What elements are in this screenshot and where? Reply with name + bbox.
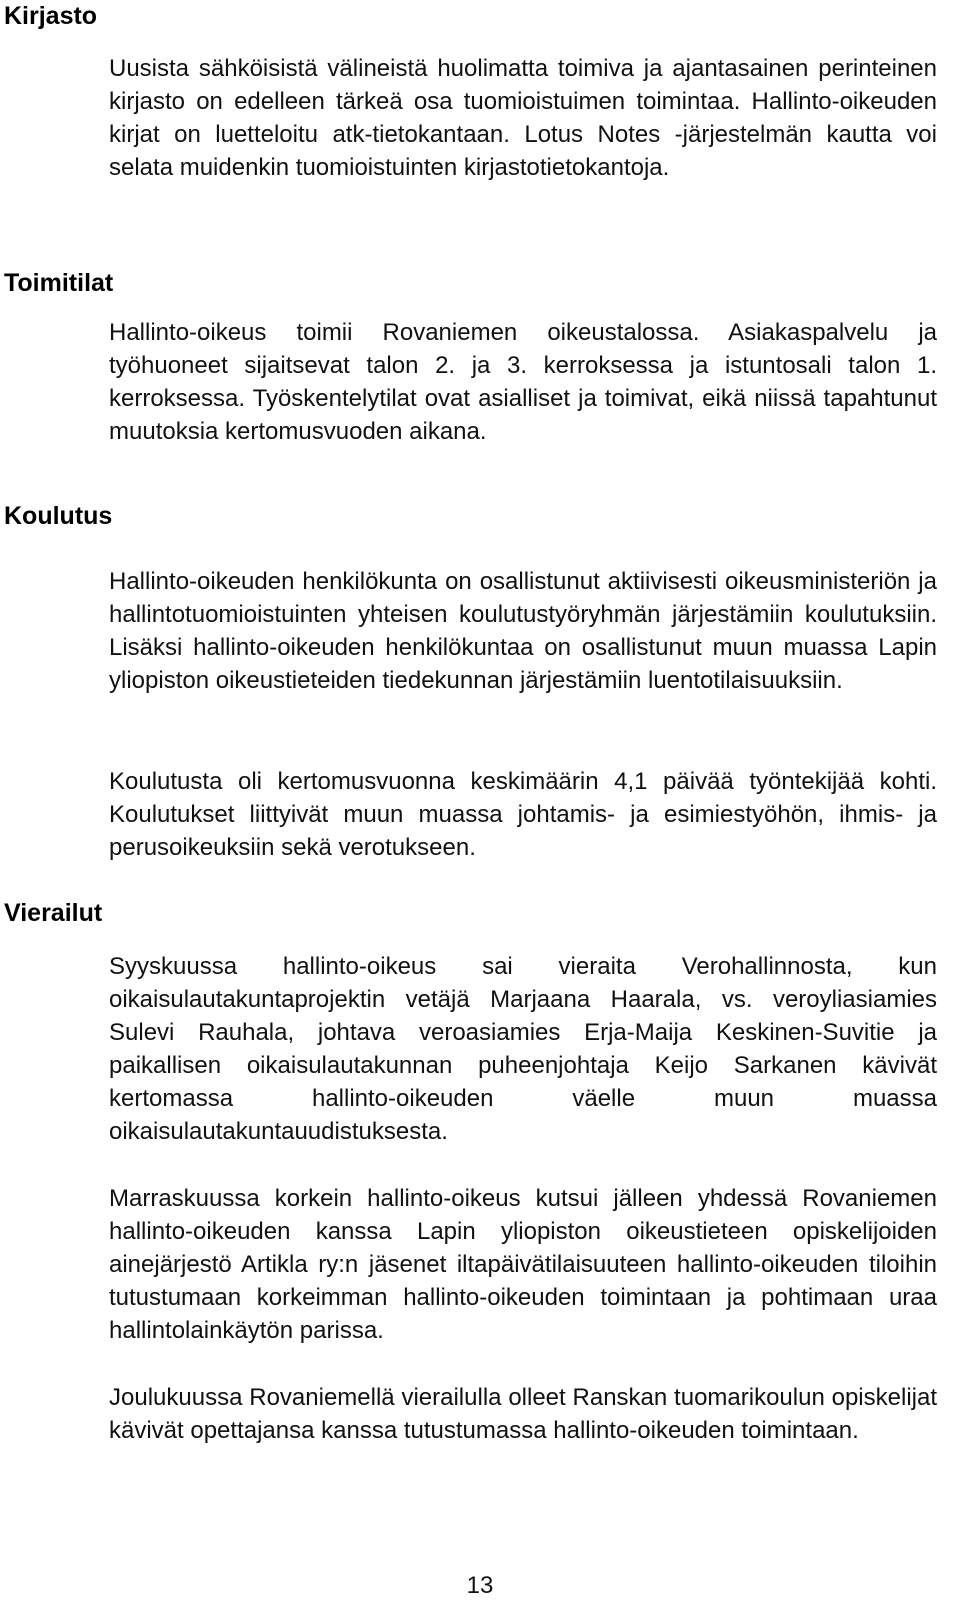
paragraph-koulutus-2: Koulutusta oli kertomusvuonna keskimäärin 4,1 päivää työntekijää kohti. Koulutukset liittyivät muun muassa johtamis- ja esimiestyöhön, ihmis- ja perusoikeuksiin sekä verotukseen. <box>109 768 937 861</box>
paragraph-koulutus-1: Hallinto-oikeuden henkilökunta on osallistunut aktiivisesti oikeusministeriön ja hallintotuomioistuinten yhteisen koulutustyöryhmän järjestämiin koulutuksiin. Lisäksi hallinto-oikeuden henkilökuntaa on osallistunut muun muassa Lapin yliopiston oikeustieteiden tiedekunnan järjestämiin luentotilaisuuksiin. <box>109 568 937 694</box>
paragraph-vierailut-3: Joulukuussa Rovaniemellä vierailulla olleet Ranskan tuomarikoulun opiskelijat kävivät opettajansa kanssa tutustumassa hallinto-oikeuden toimintaan. <box>109 1384 937 1444</box>
page-number: 13 <box>466 1572 494 1599</box>
heading-vierailut: Vierailut <box>4 899 103 927</box>
paragraph-vierailut-1: Syyskuussa hallinto-oikeus sai vieraita Verohallinnosta, kun oikaisulautakuntaprojektin vetäjä Marjaana Haarala, vs. veroyliasiamies Sulevi Rauhala, johtava veroasiamies Erja-Maija Keskinen-Suvitie ja paikallisen oikaisulautakunnan puheenjohtaja Keijo Sarkanen kävivät kertomassa hallinto-oikeuden väelle muun muassa oikaisulautakuntauudistuksesta. <box>109 953 937 1145</box>
paragraph-vierailut-2: Marraskuussa korkein hallinto-oikeus kutsui jälleen yhdessä Rovaniemen hallinto-oikeuden kanssa Lapin yliopiston oikeustieteen opiskelijoiden ainejärjestö Artikla ry:n jäsenet iltapäivätilaisuuteen hallinto-oikeuden tiloihin tutustumaan korkeimman hallinto-oikeuden toimintaan ja pohtimaan uraa hallintolainkäytön parissa. <box>109 1185 937 1344</box>
paragraph-toimitilat-1: Hallinto-oikeus toimii Rovaniemen oikeustalossa. Asiakaspalvelu ja työhuoneet sijaitsevat talon 2. ja 3. kerroksessa ja istuntosali talon 1. kerroksessa. Työskentelytilat ovat asialliset ja toimivat, eikä niissä tapahtunut muutoksia kertomusvuoden aikana. <box>109 319 937 445</box>
paragraph-kirjasto-1: Uusista sähköisistä välineistä huolimatta toimiva ja ajantasainen perinteinen kirjasto on edelleen tärkeä osa tuomioistuimen toimintaa. Hallinto-oikeuden kirjat on luetteloitu atk-tietokantaan. Lotus Notes -järjestelmän kautta voi selata muidenkin tuomioistuinten kirjastotietokantoja. <box>109 55 937 181</box>
heading-toimitilat: Toimitilat <box>4 269 114 297</box>
heading-kirjasto: Kirjasto <box>4 2 98 30</box>
heading-koulutus: Koulutus <box>4 502 113 530</box>
